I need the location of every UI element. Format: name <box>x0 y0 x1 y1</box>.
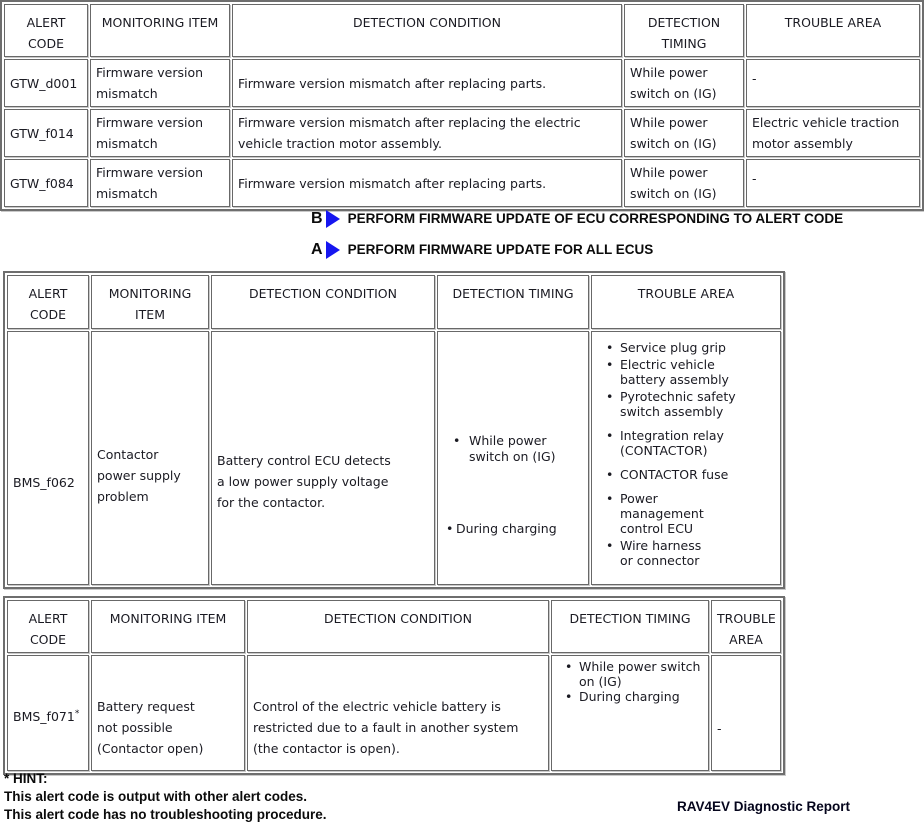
header-detection-condition: DETECTION CONDITION <box>247 600 549 653</box>
report-title: RAV4EV Diagnostic Report <box>677 799 851 814</box>
bms-f062-table <box>3 271 785 589</box>
detection-timing-cell <box>551 655 709 771</box>
timing-item: • While power switch on (IG) <box>443 433 583 465</box>
monitoring-item-cell: Contactor power supply problem <box>91 331 209 585</box>
alert-code-cell: GTW_d001 <box>4 59 88 107</box>
monitoring-item-cell: Firmware version mismatch <box>90 159 230 207</box>
header-alert-code: ALERT CODE <box>4 4 88 57</box>
hint-note <box>4 770 327 824</box>
monitoring-item-cell: Firmware version mismatch <box>90 59 230 107</box>
arrow-right-icon <box>326 241 340 259</box>
alert-code-cell: GTW_f014 <box>4 109 88 157</box>
footnote-marker: * <box>74 708 80 719</box>
hint-line: This alert code is output with other alert codes. <box>4 789 308 804</box>
trouble-item: • Service plug grip <box>602 340 742 355</box>
bms-f071-table <box>3 596 785 775</box>
trouble-area-cell: - <box>746 59 920 107</box>
header-trouble-area: TROUBLE AREA <box>591 275 781 329</box>
header-monitoring-item: MONITORING ITEM <box>90 4 230 57</box>
header-detection-condition: DETECTION CONDITION <box>211 275 435 329</box>
timing-item: • During charging <box>443 521 583 537</box>
callout-a-letter: A <box>311 240 323 258</box>
callout-b-letter: B <box>311 209 323 227</box>
trouble-item: • CONTACTOR fuse <box>602 467 742 482</box>
detection-timing-cell: While power switch on (IG) <box>624 109 744 157</box>
header-row <box>4 4 920 57</box>
header-detection-timing: DETECTION TIMING <box>437 275 589 329</box>
table-row <box>7 331 781 585</box>
monitoring-item-cell: Battery request not possible (Contactor open) <box>91 655 245 771</box>
header-row <box>7 600 781 653</box>
detection-condition-cell: Firmware version mismatch after replacing the electric vehicle traction motor assembly. <box>232 109 622 157</box>
alert-code-cell <box>7 655 89 771</box>
trouble-item: • Electric vehicle battery assembly <box>602 357 742 387</box>
header-monitoring-item: MONITORING ITEM <box>91 275 209 329</box>
callout-b <box>311 207 843 230</box>
timing-item: • While power switch on (IG) <box>557 659 703 689</box>
trouble-area-cell: Electric vehicle traction motor assembly <box>746 109 920 157</box>
detection-condition-cell: Battery control ECU detects a low power supply voltage for the contactor. <box>211 331 435 585</box>
detection-condition-cell: Firmware version mismatch after replacing parts. <box>232 159 622 207</box>
arrow-right-icon <box>326 210 340 228</box>
detection-timing-cell <box>437 331 589 585</box>
trouble-item: • Integration relay (CONTACTOR) <box>602 428 742 458</box>
trouble-item: • Wire harness or connector <box>602 538 714 568</box>
callout-a-text: PERFORM FIRMWARE UPDATE FOR ALL ECUS <box>347 242 654 257</box>
trouble-area-cell: - <box>746 159 920 207</box>
hint-line: This alert code has no troubleshooting procedure. <box>4 807 327 822</box>
trouble-item: • Power management control ECU <box>602 491 742 536</box>
table-row <box>7 655 781 771</box>
header-detection-timing: DETECTION TIMING <box>624 4 744 57</box>
trouble-area-cell <box>591 331 781 585</box>
header-detection-timing: DETECTION TIMING <box>551 600 709 653</box>
alert-code-cell: BMS_f062 <box>7 331 89 585</box>
hint-title: * HINT: <box>4 771 48 786</box>
monitoring-item-cell: Firmware version mismatch <box>90 109 230 157</box>
callout-a <box>311 238 843 261</box>
detection-timing-cell: While power switch on (IG) <box>624 59 744 107</box>
alert-code: BMS_f071 <box>13 709 75 724</box>
detection-condition-cell: Control of the electric vehicle battery is restricted due to a fault in another system (the contactor is open). <box>247 655 549 771</box>
header-alert-code: ALERT CODE <box>7 275 89 329</box>
header-row <box>7 275 781 329</box>
table-row <box>4 109 920 157</box>
table-row <box>4 159 920 207</box>
table-row <box>4 59 920 107</box>
alert-code-cell: GTW_f084 <box>4 159 88 207</box>
callouts <box>311 207 843 269</box>
timing-item: • During charging <box>557 689 703 704</box>
firmware-alert-table <box>0 0 924 211</box>
header-trouble-area: TROUBLE AREA <box>746 4 920 57</box>
detection-timing-cell: While power switch on (IG) <box>624 159 744 207</box>
trouble-item: • Pyrotechnic safety switch assembly <box>602 389 742 419</box>
header-trouble-area: TROUBLE AREA <box>711 600 781 653</box>
header-alert-code: ALERT CODE <box>7 600 89 653</box>
header-monitoring-item: MONITORING ITEM <box>91 600 245 653</box>
header-detection-condition: DETECTION CONDITION <box>232 4 622 57</box>
trouble-area-cell: - <box>711 655 781 771</box>
callout-b-text: PERFORM FIRMWARE UPDATE OF ECU CORRESPONDING TO ALERT CODE <box>347 211 844 226</box>
detection-condition-cell: Firmware version mismatch after replacing parts. <box>232 59 622 107</box>
